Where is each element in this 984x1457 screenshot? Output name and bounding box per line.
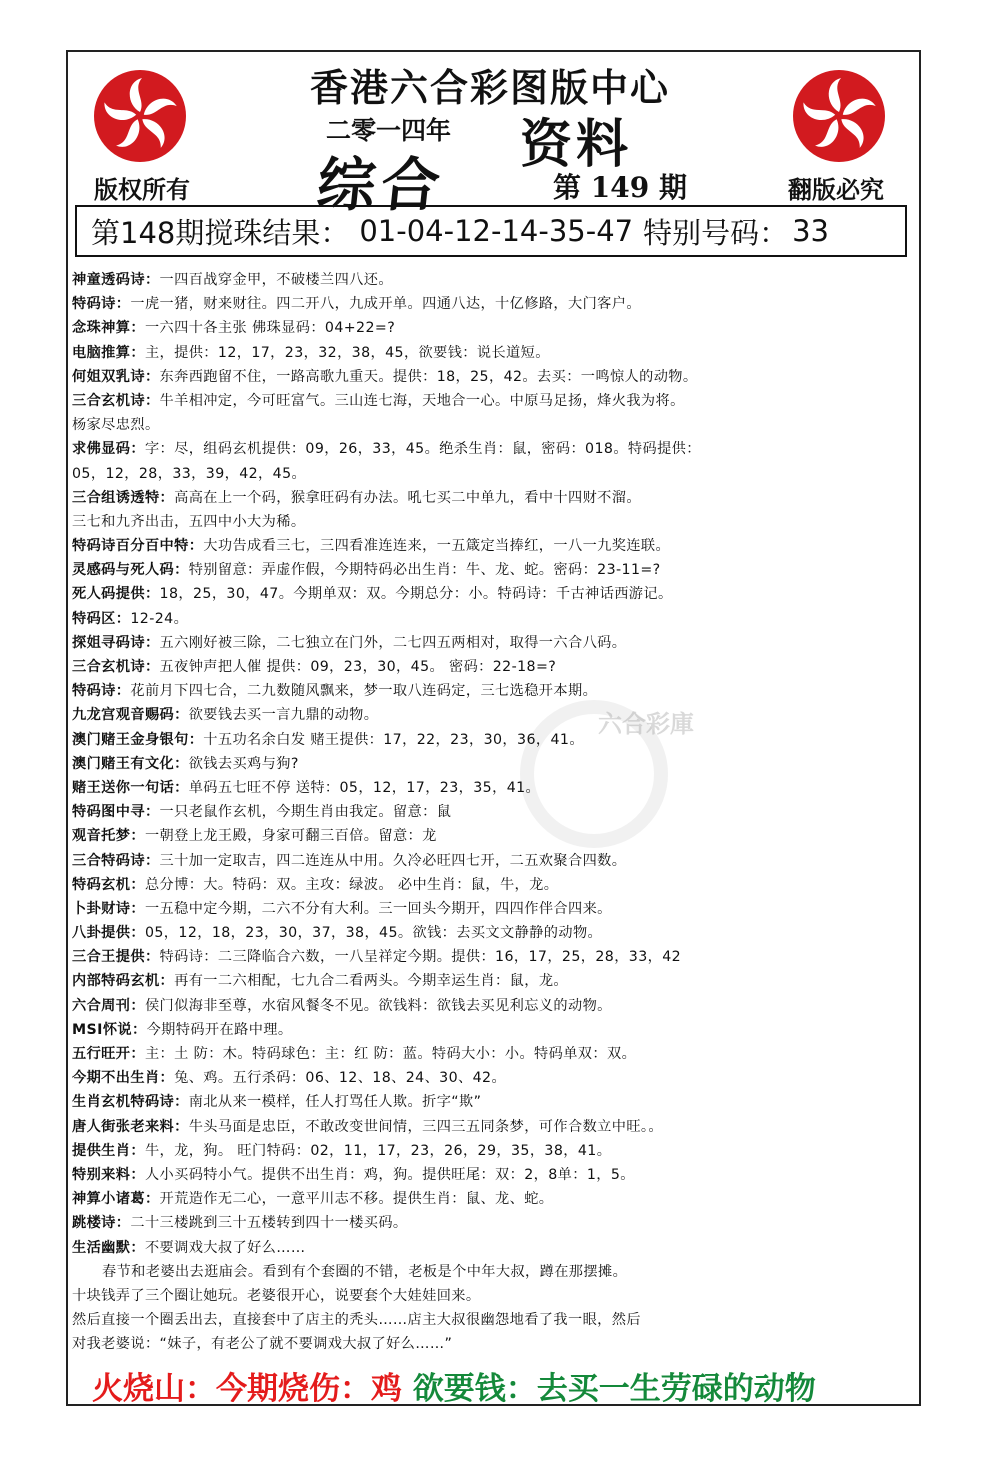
list-item xyxy=(72,437,914,461)
footer-banner xyxy=(92,1363,816,1408)
item-label: 澳门赌王金身银句： xyxy=(72,731,204,748)
item-text: 一只老鼠作玄机，今期生肖由我定。留意：鼠 xyxy=(159,804,452,821)
item-label: 求佛显码： xyxy=(72,441,145,458)
item-text: 然后直接一个圈丢出去，直接套中了店主的秃头……店主大叔很幽怨地看了我一眼，然后 xyxy=(72,1312,641,1329)
item-label: 观音托梦： xyxy=(72,828,145,845)
item-text: 三七和九齐出击，五四中小大为稀。 xyxy=(72,513,306,530)
list-item xyxy=(72,1308,914,1332)
list-item xyxy=(72,1187,914,1211)
item-label: 八卦提供： xyxy=(72,925,145,942)
item-text: 总分博：大。特码：双。主攻：绿波。 必中生肖：鼠，牛，龙。 xyxy=(144,876,559,893)
list-item xyxy=(72,582,914,606)
list-item xyxy=(72,1018,914,1042)
item-text: 18，25，30，47。今期单双：双。今期总分：小。特码诗：千古神话西游记。 xyxy=(159,586,673,603)
list-item xyxy=(72,1332,914,1356)
item-text: 今期特码开在路中理。 xyxy=(146,1021,293,1038)
copyright-tag: 版权所有 xyxy=(94,175,190,204)
ziliao-heading: 资料 xyxy=(520,114,633,175)
list-item xyxy=(72,945,914,969)
list-item xyxy=(72,703,914,727)
item-text: 欲钱去买鸡与狗? xyxy=(188,755,299,772)
item-label: 卜卦财诗： xyxy=(72,900,145,917)
item-text: 兔、鸡。五行杀码：06、12、18、24、30、42。 xyxy=(174,1070,507,1087)
item-label: 特码玄机： xyxy=(72,876,145,893)
item-label: 澳门赌王有文化： xyxy=(72,755,189,772)
item-text: 人小买码特小气。提供不出生肖：鸡，狗。提供旺尾：双：2，8单：1，5。 xyxy=(144,1166,635,1183)
item-text: 05，12，28，33，39，42，45。 xyxy=(72,465,307,482)
list-item xyxy=(72,534,914,558)
list-item xyxy=(72,921,914,945)
item-label: 神算小诸葛： xyxy=(72,1191,160,1208)
page-title: 香港六合彩图版中心 xyxy=(309,65,670,110)
list-item xyxy=(72,1139,914,1163)
item-label: 赌王送你一句话： xyxy=(72,779,189,796)
item-text: 一四百战穿金甲，不破楼兰四八还。 xyxy=(159,272,393,288)
item-text: 一朝登上龙王殿，身家可翻三百倍。留意：龙 xyxy=(144,828,437,845)
list-item xyxy=(72,341,914,365)
special-label: 特别号码： xyxy=(643,215,789,250)
item-text: 特码诗：二三降临合六数，一八呈祥定今期。提供：16，17，25，28，33，42 xyxy=(159,949,682,966)
item-text: 特别留意：弄虚作假，今期特码必出生肖：牛、龙、蛇。密码：23-11=? xyxy=(188,562,661,579)
item-label: 死人码提供： xyxy=(72,586,160,603)
item-label: 何姐双乳诗： xyxy=(72,368,160,385)
list-item xyxy=(72,389,914,413)
item-text: 主：土 防：木。特码球色：主：红 防：蓝。特码大小：小。特码单双：双。 xyxy=(144,1046,637,1062)
list-item xyxy=(72,510,914,534)
item-label: 特码诗： xyxy=(72,683,131,700)
item-label: 探姐寻码诗： xyxy=(72,634,160,651)
item-label: 九龙宫观音赐码： xyxy=(72,707,189,724)
list-item xyxy=(72,776,914,800)
year-label: 二零一四年 xyxy=(326,116,452,145)
list-item xyxy=(72,607,914,631)
item-text: 05，12，18，23，30，37，38，45。欲钱：去买文文静静的动物。 xyxy=(144,925,603,942)
item-text: 再有一二六相配，七九合二看两头。今期幸运生肖：鼠，龙。 xyxy=(174,973,568,990)
item-text: 字：尽，组码玄机提供：09，26，33，45。绝杀生肖：鼠，密码：018。特码提供： xyxy=(144,441,701,458)
item-label: 三合王提供： xyxy=(72,949,160,966)
item-text: 杨家尽忠烈。 xyxy=(72,417,160,434)
item-label: 生活幽默： xyxy=(72,1239,145,1256)
piracy-tag: 翻版必究 xyxy=(788,175,884,204)
list-item xyxy=(72,631,914,655)
item-label: 五行旺开： xyxy=(72,1046,145,1062)
item-label: 唐人街张老来料： xyxy=(72,1118,189,1135)
list-item xyxy=(72,1066,914,1090)
list-item xyxy=(72,1260,914,1284)
list-item xyxy=(72,486,914,510)
item-label: 特码区： xyxy=(72,610,131,627)
list-item xyxy=(72,1115,914,1139)
item-text: 大功告成看三七，三四看准连连来，一五箴定当捧红，一八一九奖连联。 xyxy=(203,538,671,555)
item-text: 南北从来一模样，任人打骂任人欺。折字“欺” xyxy=(188,1094,482,1111)
list-item xyxy=(72,969,914,993)
list-item xyxy=(72,800,914,824)
item-label: 今期不出生肖： xyxy=(72,1070,175,1087)
list-item xyxy=(72,994,914,1018)
item-text: 春节和老婆出去逛庙会。看到有个套圈的不错，老板是个中年大叔，蹲在那摆摊。 xyxy=(102,1263,628,1280)
item-text: 一五稳中定今期，二六不分有大利。三一回头今期开，四四作伴合四来。 xyxy=(144,900,612,917)
result-numbers: 01-04-12-14-35-47 xyxy=(359,214,634,248)
draw-result-box xyxy=(75,205,907,257)
result-label: 第148期搅珠结果： xyxy=(91,215,350,250)
bauhinia-flower-icon xyxy=(793,70,885,162)
item-label: 三合玄机诗： xyxy=(72,659,160,675)
bauhinia-logo-right xyxy=(793,70,885,162)
item-text: 开荒造作无二心，一意平川志不移。提供生肖：鼠、龙、蛇。 xyxy=(159,1191,554,1208)
list-item xyxy=(72,679,914,703)
list-item xyxy=(72,1090,914,1114)
list-item xyxy=(72,292,914,316)
item-label: 特别来料： xyxy=(72,1166,145,1183)
list-item xyxy=(72,849,914,873)
list-item xyxy=(72,873,914,897)
list-item xyxy=(72,728,914,752)
item-label: 三合玄机诗： xyxy=(72,392,160,409)
item-label: MSI怀说： xyxy=(72,1021,147,1038)
item-label: 特码诗： xyxy=(72,296,131,313)
list-item xyxy=(72,1284,914,1308)
list-item xyxy=(72,1236,914,1260)
item-label: 特码图中寻： xyxy=(72,804,160,821)
list-item xyxy=(72,897,914,921)
item-text: 二十三楼跳到三十五楼转到四十一楼买码。 xyxy=(130,1215,408,1232)
item-text: 侯门似海非至尊，水宿风餐冬不见。欲钱料：欲钱去买见利忘义的动物。 xyxy=(144,997,612,1014)
item-text: 一虎一猪，财来财往。四二开八，九成开单。四通八达，十亿修路，大门客户。 xyxy=(130,296,641,313)
list-item xyxy=(72,824,914,848)
list-item xyxy=(72,365,914,389)
zonghe-heading: 综合 xyxy=(313,151,450,219)
issue-number: 第 149 期 xyxy=(553,171,687,204)
list-item xyxy=(72,1042,914,1066)
item-text: 牛羊相冲定，今可旺富气。三山连七海，天地合一心。中原马足扬，烽火我为将。 xyxy=(159,392,685,409)
item-text: 十块钱弄了三个圈让她玩。老婆很开心，说要套个大娃娃回来。 xyxy=(72,1287,481,1304)
item-label: 灵感码与死人码： xyxy=(72,562,189,579)
item-text: 欲要钱去买一言九鼎的动物。 xyxy=(188,707,379,724)
list-item xyxy=(72,655,914,679)
item-text: 五六刚好被三除，二七独立在门外，二七四五两相对，取得一六合八码。 xyxy=(159,634,627,651)
list-item xyxy=(72,462,914,486)
footer-burn-text: 火烧山：今期烧伤：鸡 xyxy=(92,1371,402,1407)
item-label: 电脑推算： xyxy=(72,344,145,361)
item-text: 十五功名余白发 赌王提供：17，22，23，30，36，41。 xyxy=(203,731,584,748)
item-text: 一六四十各主张 佛珠显码：04+22=? xyxy=(144,320,396,337)
item-text: 不要调戏大叔了好么…… xyxy=(144,1239,306,1256)
item-label: 特码诗百分百中特： xyxy=(72,538,204,555)
list-item xyxy=(72,752,914,776)
list-item xyxy=(72,558,914,582)
item-text: 三十加一定取吉，四二连连从中用。久冷必旺四七开，二五欢聚合四数。 xyxy=(159,852,627,869)
item-label: 念珠神算： xyxy=(72,320,145,337)
footer-money-text: 欲要钱：去买一生劳碌的动物 xyxy=(412,1371,816,1407)
item-label: 生肖玄机特码诗： xyxy=(72,1094,189,1111)
item-label: 跳楼诗： xyxy=(72,1215,131,1232)
item-text: 12-24。 xyxy=(130,610,189,627)
item-text: 牛，龙，狗。 旺门特码：02，11，17，23，26，29，35，38，41。 xyxy=(144,1142,612,1159)
item-text: 东奔西跑留不住，一路高歌九重天。提供：18，25，42。去买：一鸣惊人的动物。 xyxy=(159,368,698,385)
watermark-text: 六合彩庫 xyxy=(598,710,694,738)
item-text: 单码五七旺不停 送特：05，12，17，23，35，41。 xyxy=(188,779,541,796)
tips-list xyxy=(72,268,914,1356)
list-item xyxy=(72,413,914,437)
item-label: 神童透码诗： xyxy=(72,272,160,288)
list-item xyxy=(72,316,914,340)
item-text: 主，提供：12，17，23，32，38，45，欲要钱：说长道短。 xyxy=(144,344,550,361)
item-label: 六合周刊： xyxy=(72,997,145,1014)
item-text: 高高在上一个码，猴拿旺码有办法。吼七买二中单九，看中十四财不溜。 xyxy=(174,489,641,506)
list-item xyxy=(72,268,914,292)
special-number: 33 xyxy=(792,214,830,248)
item-label: 三合特码诗： xyxy=(72,852,160,869)
item-text: 对我老婆说：“妹子，有老公了就不要调戏大叔了好么……” xyxy=(72,1336,453,1353)
item-label: 内部特码玄机： xyxy=(72,973,175,990)
item-text: 五夜钟声把人催 提供：09，23，30，45。 密码：22-18=? xyxy=(159,659,557,675)
item-text: 花前月下四七合，二九数随风飘来，梦一取八连码定，三七选稳开本期。 xyxy=(130,683,598,700)
item-label: 提供生肖： xyxy=(72,1142,145,1159)
item-text: 牛头马面是忠臣，不敢改变世间情，三四三五同条梦，可作合数立中旺。。 xyxy=(188,1118,663,1135)
bauhinia-logo-left xyxy=(94,70,186,162)
list-item xyxy=(72,1211,914,1235)
item-label: 三合组诱透特： xyxy=(72,489,175,506)
bauhinia-flower-icon xyxy=(94,70,186,162)
list-item xyxy=(72,1163,914,1187)
